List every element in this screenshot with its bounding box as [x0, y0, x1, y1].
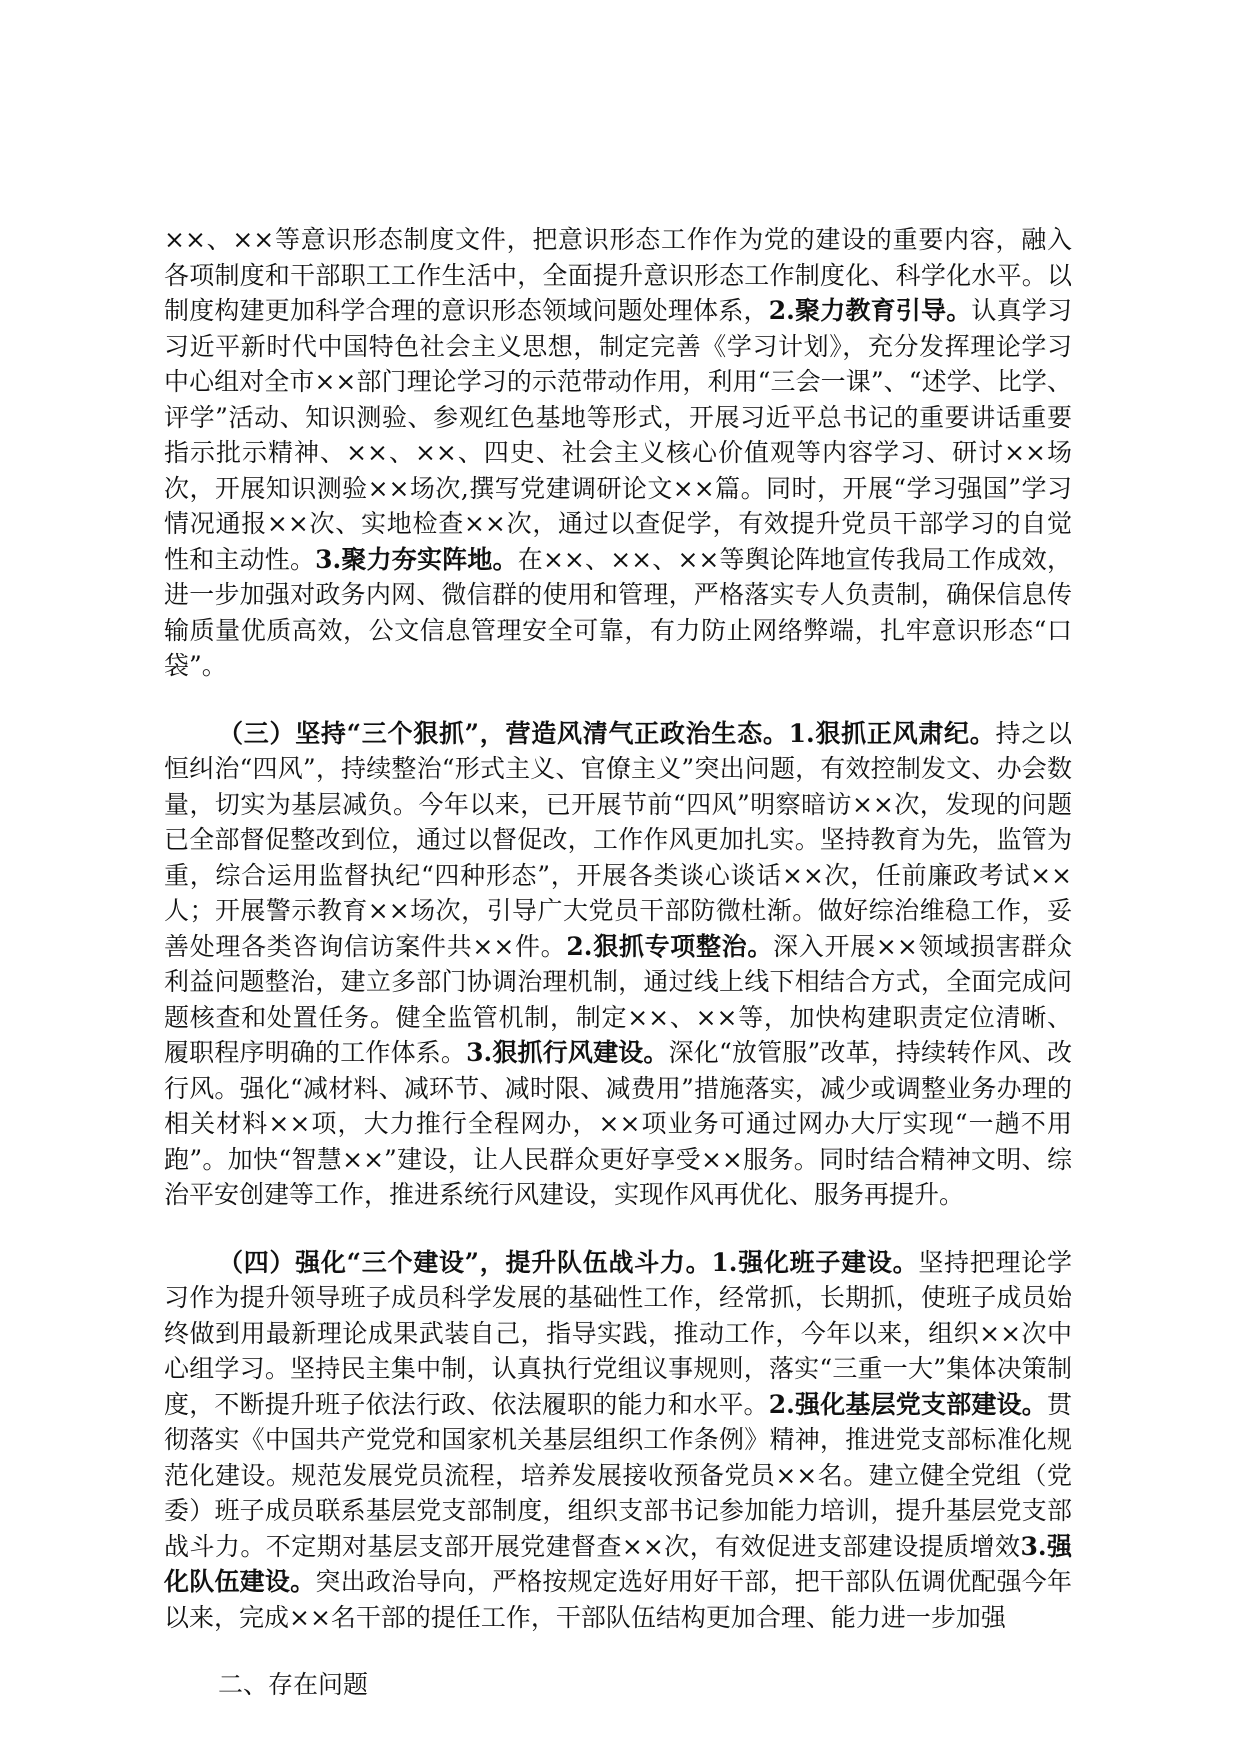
text-segment: 突出政治导向，严格按规定选好用好干部，把干部队伍调优配强今年以来，完成××名干部的提任工作，干部队伍结构更加合理、能力进一步加强: [164, 1567, 1072, 1632]
text-segment: ××、××等意识形态制度文件，把意识形态工作作为党的建设的重要内容，融入各项制度和干部职工工作生活中，全面提升意识形态工作制度化、科学化水平。以制度构建更加科学合理的意识形态领域问题处理体系，: [164, 225, 1072, 325]
text-segment: 在××、××、××等舆论阵地宣传我局工作成效，进一步加强对政务内网、微信群的使用和管理，严格落实专人负责制，确保信息传输质量优质高效，公文信息管理安全可靠，有力防止网络弊端，扎牢意识形态“口袋”。: [164, 544, 1072, 680]
bold-heading-segment: 3.狠抓行风建设。: [466, 1038, 669, 1067]
bold-heading-segment: （三）坚持“三个狠抓”，营造风清气正政治生态。1.狠抓正风肃纪。: [218, 718, 996, 748]
bold-heading-segment: 3.聚力夯实阵地。: [315, 544, 518, 574]
bold-heading-segment: （四）强化“三个建设”，提升队伍战斗力。1.强化班子建设。: [218, 1247, 919, 1277]
text-segment: 认真学习习近平新时代中国特色社会主义思想，制定完善《学习计划》，充分发挥理论学习中心组对全市××部门理论学习的示范带动作用，利用“三会一课”、“述学、比学、评学”活动、知识测验、参观红色基地等形式，开展习近平总书记的重要讲话重要指示批示精神、××、××、四史、社会主义核心价值观等内容学习、研讨××场次，开展知识测验××场次,撰写党建调研论文××篇。同时，开展“学习强国”学习情况通报××次、实地检查××次，通过以查促学，有效提升党员干部学习的自觉性和主动性。: [164, 296, 1072, 574]
paragraph-section-four: [164, 1245, 1072, 1636]
paragraph-ideology: [164, 222, 1072, 684]
bold-heading-segment: 3.强化队伍建设。: [164, 1531, 1072, 1596]
bold-heading-segment: 2.聚力教育引导。: [768, 296, 972, 325]
document-page: [164, 222, 1072, 1703]
text-segment: 深入开展××领域损害群众利益问题整治，建立多部门协调治理机制，通过线上线下相结合方式，全面完成问题核查和处置任务。健全监管机制，制定××、××等，加快构建职责定位清晰、履职程序明确的工作体系。: [164, 931, 1072, 1067]
text-segment: 持之以恒纠治“四风”，持续整治“形式主义、官僚主义”突出问题，有效控制发文、办会数量，切实为基层减负。今年以来，已开展节前“四风”明察暗访××次，发现的问题已全部督促整改到位，通过以督促改，工作作风更加扎实。坚持教育为先，监管为重，综合运用监督执纪“四种形态”，开展各类谈心谈话××次，任前廉政考试××人；开展警示教育××场次，引导广大党员干部防微杜渐。做好综治维稳工作，妥善处理各类咨询信访案件共××件。: [164, 718, 1072, 961]
text-segment: 深化“放管服”改革，持续转作风、改行风。强化“减材料、减环节、减时限、减费用”措施落实，减少或调整业务办理的相关材料××项，大力推行全程网办，××项业务可通过网办大厅实现“一趟不用跑”。加快“智慧××”建设，让人民群众更好享受××服务。同时结合精神文明、综治平安创建等工作，推进系统行风建设，实现作风再优化、服务再提升。: [164, 1038, 1072, 1209]
section-heading-problems: 二、存在问题: [218, 1670, 369, 1699]
paragraph-section-three: [164, 716, 1072, 1213]
bold-heading-segment: 2.狠抓专项整治。: [566, 931, 774, 961]
text-segment: 贯彻落实《中国共产党党和国家机关基层组织工作条例》精神，推进党支部标准化规范化建设。规范发展党员流程，培养发展接收预备党员××名。建立健全党组（党委）班子成员联系基层党支部制度，组织支部书记参加能力培训，提升基层党支部战斗力。不定期对基层支部开展党建督查××次，有效促进支部建设提质增效: [164, 1389, 1072, 1561]
text-segment: 坚持把理论学习作为提升领导班子成员科学发展的基础性工作，经常抓，长期抓，使班子成员始终做到用最新理论成果武装自己，指导实践，推动工作，今年以来，组织××次中心组学习。坚持民主集中制，认真执行党组议事规则，落实“三重一大”集体决策制度，不断提升班子依法行政、依法履职的能力和水平。: [164, 1247, 1072, 1419]
bold-heading-segment: 2.强化基层党支部建设。: [768, 1389, 1047, 1419]
